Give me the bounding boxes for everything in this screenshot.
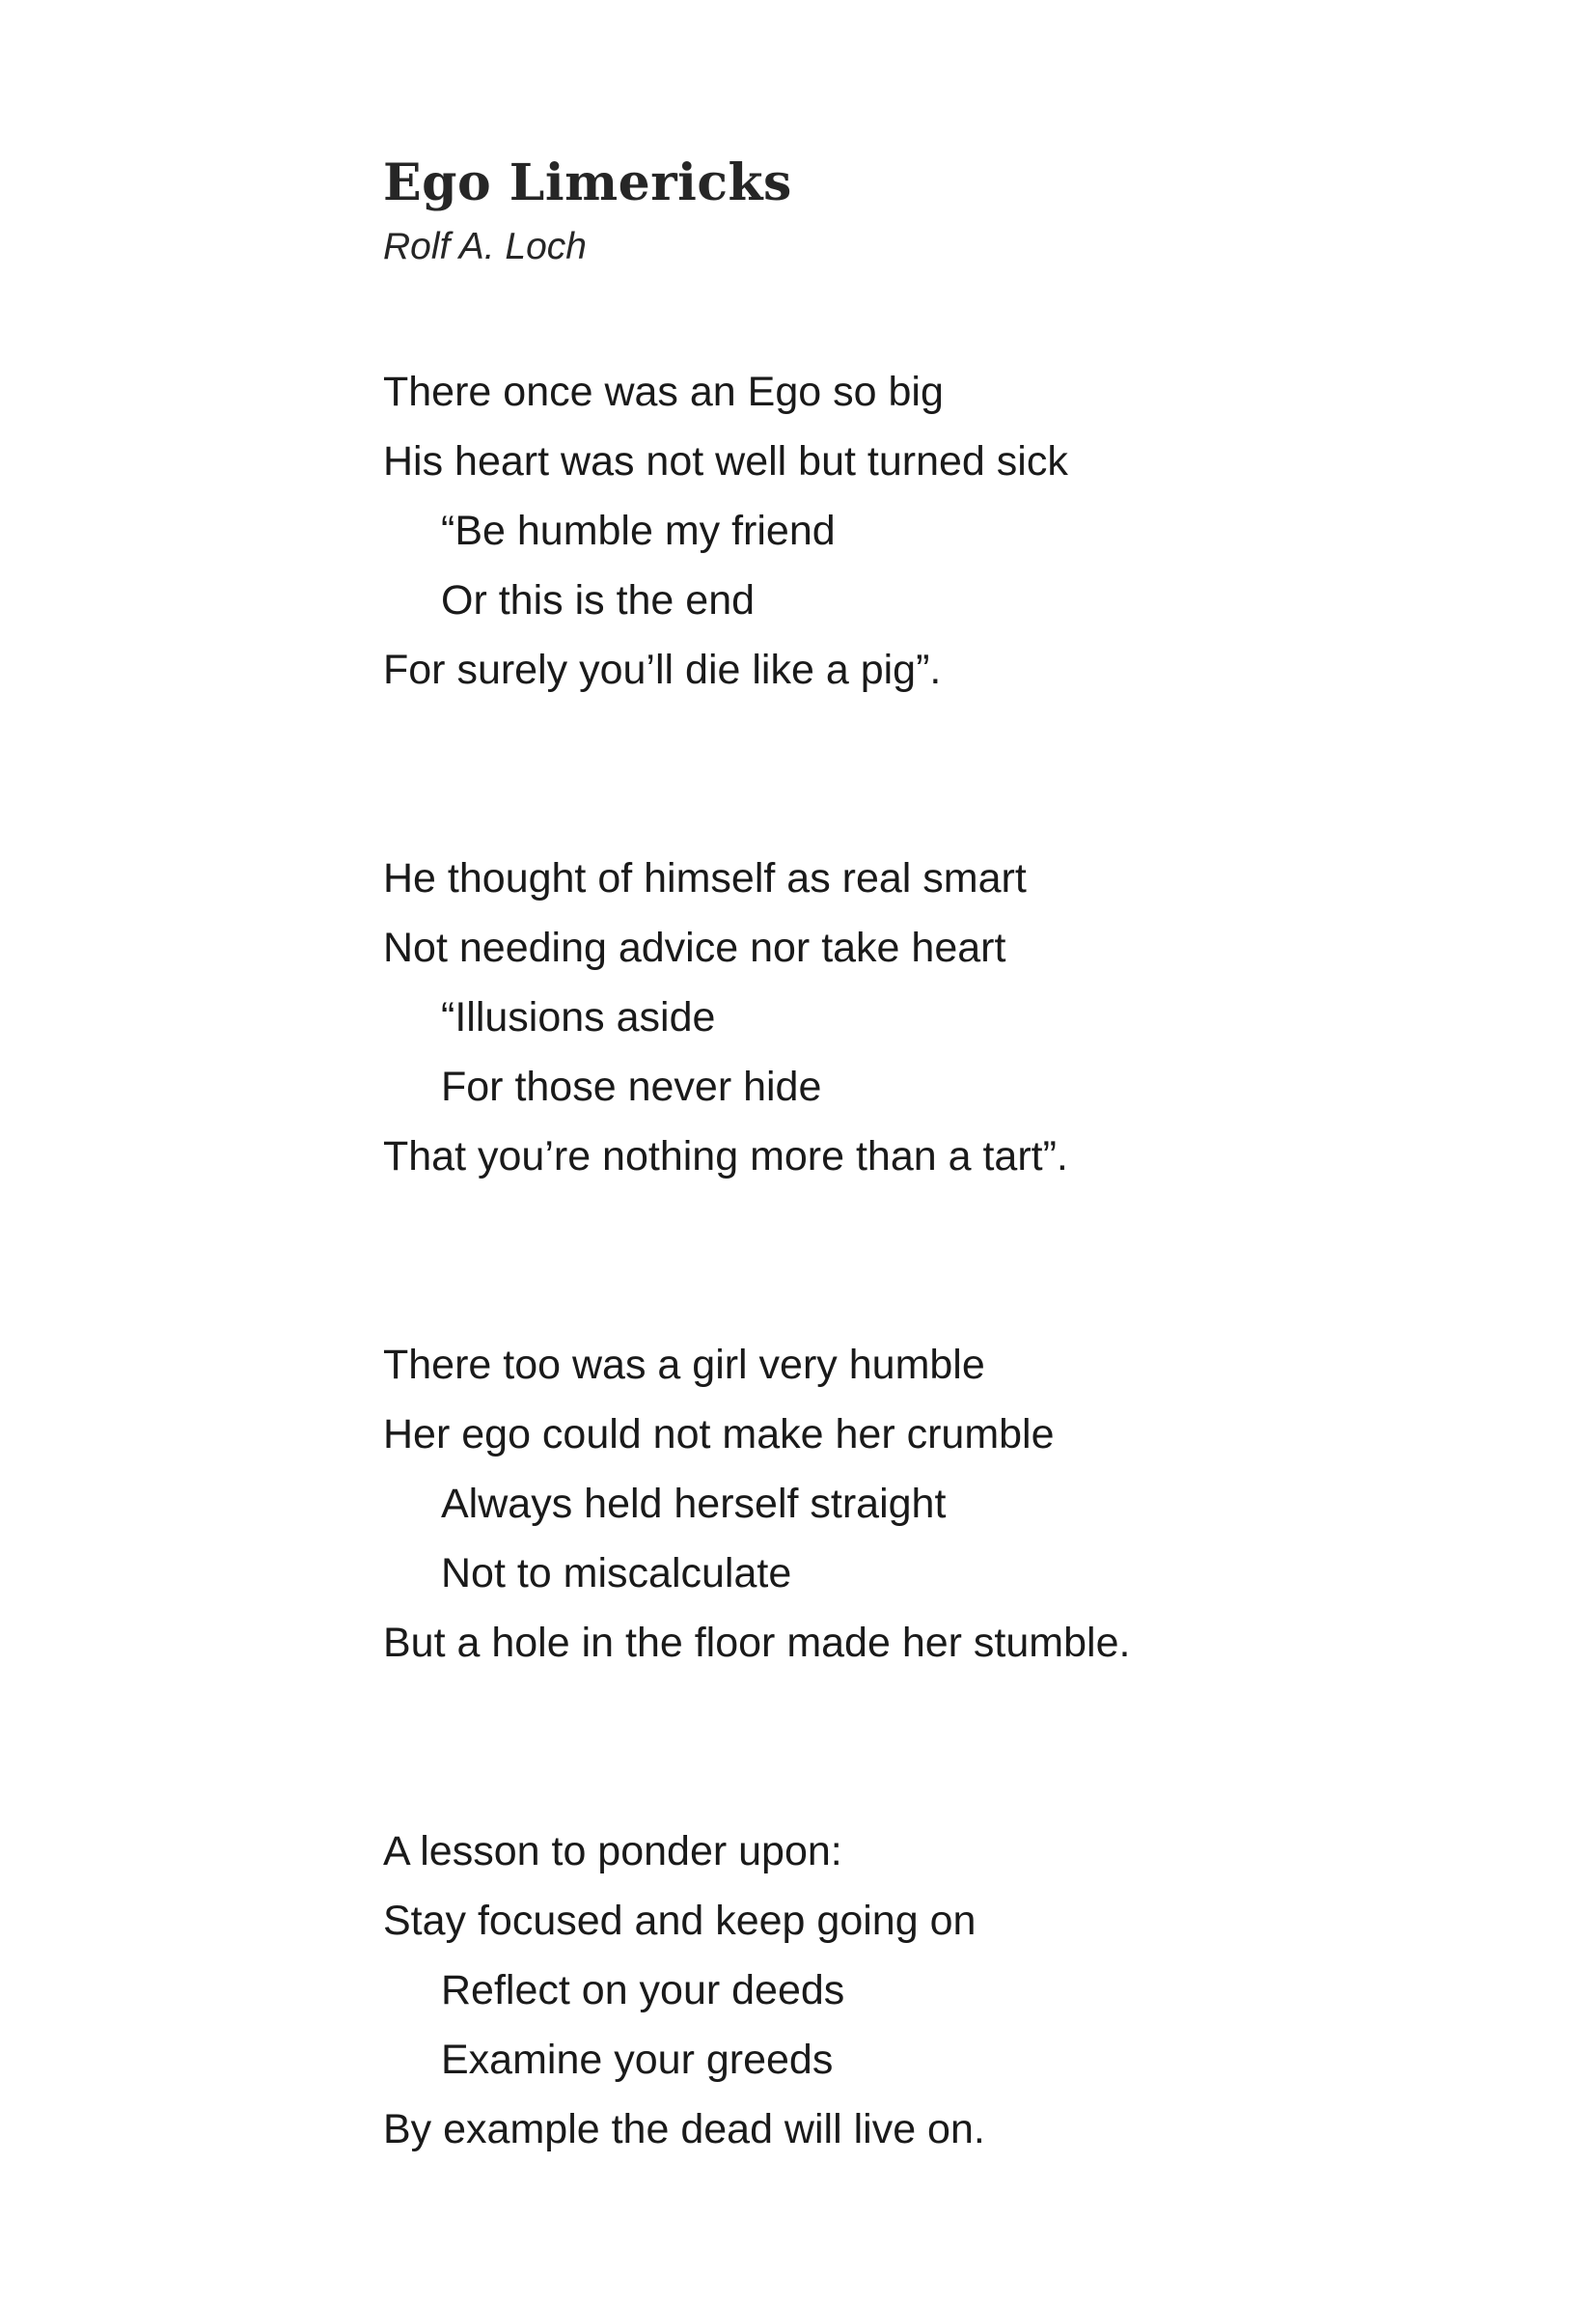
stanza-line: There too was a girl very humble (383, 1342, 985, 1388)
stanza-4 (383, 1817, 1445, 2164)
stanza-line: Not needing advice nor take heart (383, 925, 1006, 971)
stanza-line: His heart was not well but turned sick (383, 438, 1068, 485)
stanza-line-indented: Always held herself straight (441, 1481, 947, 1527)
stanza-line: By example the dead will live on. (383, 2106, 985, 2152)
stanza-line-indented: For those never hide (441, 1064, 822, 1110)
stanza-line: A lesson to ponder upon: (383, 1828, 842, 1874)
stanza-line: For surely you’ll die like a pig”. (383, 647, 942, 693)
stanza-2 (383, 844, 1445, 1191)
poem-body (383, 357, 1445, 2303)
stanza-1 (383, 357, 1445, 705)
poem-author: Rolf A. Loch (383, 226, 587, 267)
stanza-line: There once was an Ego so big (383, 369, 944, 415)
stanza-line-indented: Examine your greeds (441, 2037, 834, 2083)
stanza-line-indented: Or this is the end (441, 577, 756, 624)
stanza-line-indented: “Be humble my friend (441, 508, 836, 554)
stanza-3 (383, 1330, 1445, 1678)
stanza-line: He thought of himself as real smart (383, 855, 1027, 902)
stanza-line-indented: “Illusions aside (441, 994, 716, 1041)
stanza-line: That you’re nothing more than a tart”. (383, 1133, 1068, 1179)
stanza-line-indented: Reflect on your deeds (441, 1967, 845, 2013)
stanza-line: But a hole in the floor made her stumble. (383, 1620, 1131, 1666)
poem-title: Ego Limericks (383, 153, 792, 212)
stanza-line: Her ego could not make her crumble (383, 1411, 1055, 1457)
stanza-line: Stay focused and keep going on (383, 1898, 977, 1944)
stanza-line-indented: Not to miscalculate (441, 1550, 792, 1596)
